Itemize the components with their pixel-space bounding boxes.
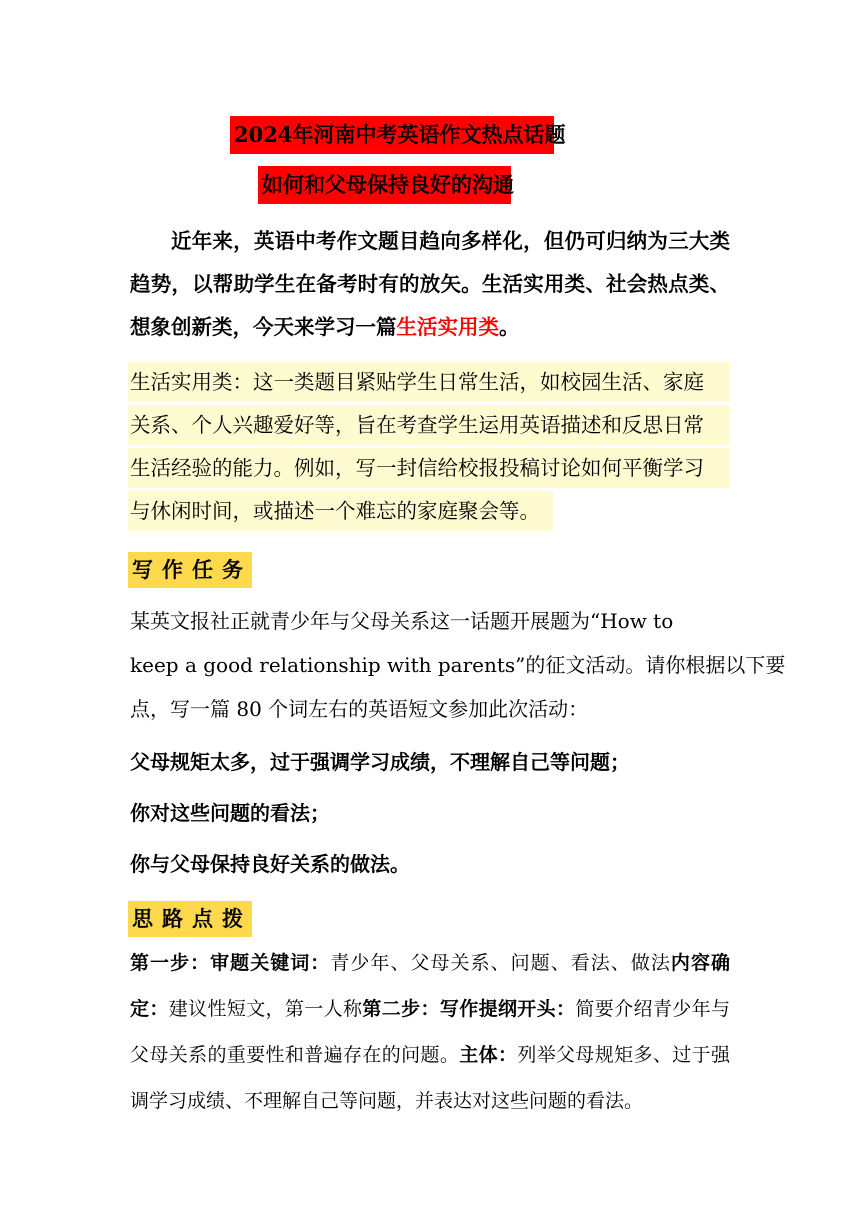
point-2: 你对这些问题的看法； <box>130 801 330 825</box>
intro-end: 。 <box>499 315 520 339</box>
task-line-3: 点，写一篇 80 个词左右的英语短文参加此次活动： <box>130 697 589 721</box>
title-line-1-text: 年河南中考英语作文热点话题 <box>292 123 566 147</box>
task-section-label: 写作任务 <box>128 552 252 588</box>
title-line-2: 如何和父母保持良好的沟通 <box>258 166 511 204</box>
category-line-2: 关系、个人兴趣爱好等，旨在考查学生运用英语描述和反思日常 <box>128 405 730 445</box>
category-line-4: 与休闲时间，或描述一个难忘的家庭聚会等。 <box>128 491 553 531</box>
title-year: 2024 <box>234 122 293 147</box>
category-line-3: 生活经验的能力。例如，写一封信给校报投稿讨论如何平衡学习 <box>128 448 730 488</box>
title-line-1 <box>230 116 566 154</box>
point-3: 你与父母保持良好关系的做法。 <box>130 852 410 876</box>
intro-paragraph <box>130 220 730 349</box>
idea-section-label: 思路点拨 <box>128 901 252 937</box>
task-line-1: 某英文报社正就青少年与父母关系这一话题开展题为“How to <box>130 609 674 633</box>
category-line-1: 生活实用类：这一类题目紧贴学生日常生活，如校园生活、家庭 <box>128 362 730 402</box>
steps-paragraph: 第一步：审题关键词：青少年、父母关系、问题、看法、做法内容确定：建议性短文，第一人称第二步：写作提纲开头：简要介绍青少年与父母关系的重要性和普遍存在的问题。主体：列举父母规矩多、过于强调学习成绩、不理解自己等问题，并表达对这些问题的看法。 <box>130 952 730 1112</box>
task-line-2: keep a good relationship with parents”的征文活动。请你根据以下要 <box>130 653 786 677</box>
intro-text: 近年来，英语中考作文题目趋向多样化，但仍可归纳为三大类趋势，以帮助学生在备考时有的放矢。生活实用类、社会热点类、想象创新类，今天来学习一篇 <box>130 229 730 339</box>
point-1: 父母规矩太多，过于强调学习成绩，不理解自己等问题； <box>130 750 630 774</box>
intro-highlight: 生活实用类 <box>396 315 499 339</box>
